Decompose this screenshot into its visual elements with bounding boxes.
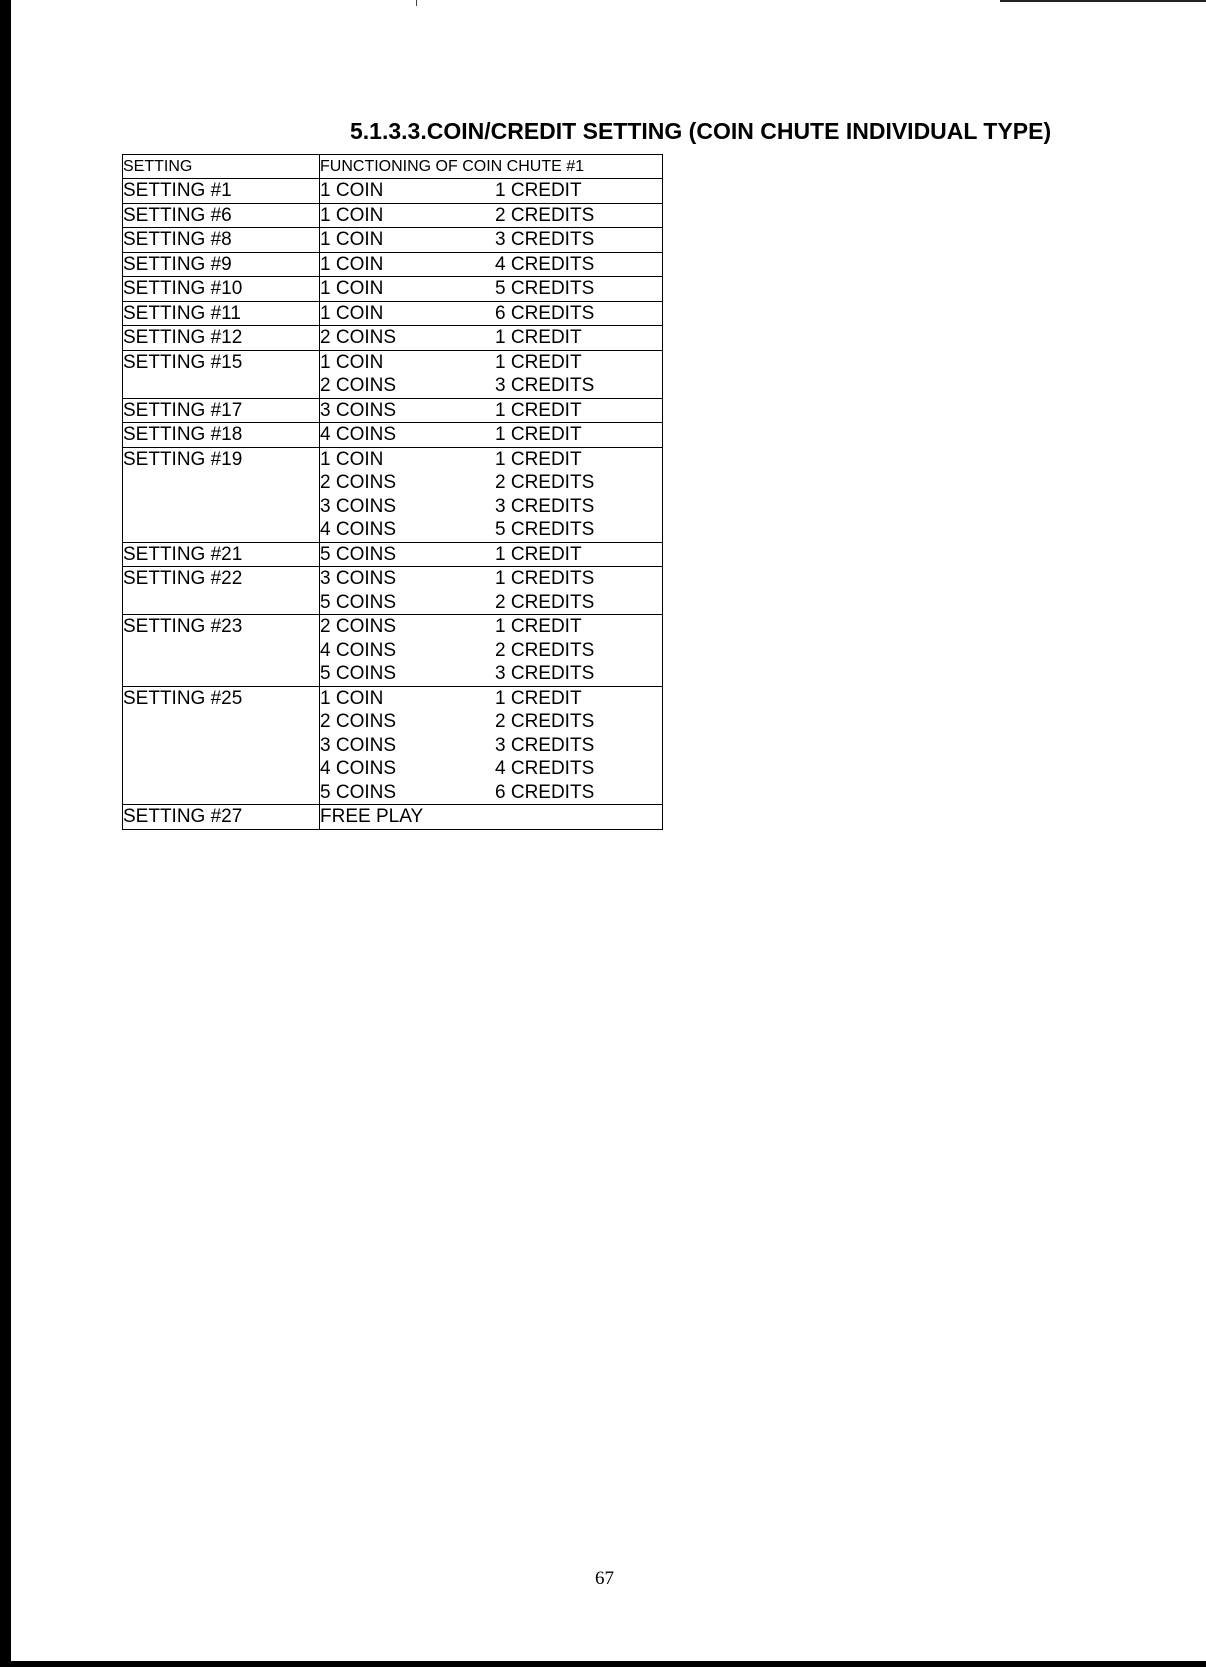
coins-value: 4 COINS — [320, 424, 397, 445]
coins-value: 1 COIN — [320, 448, 384, 470]
table-row — [123, 252, 663, 277]
credits-value: 4 CREDITS — [495, 253, 595, 275]
coin-credit-line — [320, 228, 662, 252]
coin-credit-line — [320, 687, 662, 711]
coin-credit-line — [320, 734, 662, 758]
header-function-label: FUNCTIONING OF COIN CHUTE #1 — [320, 158, 585, 175]
credits-value: 5 CREDITS — [495, 519, 595, 540]
table-row — [123, 615, 663, 687]
function-cell — [320, 615, 663, 687]
table-row — [123, 350, 663, 398]
coins-value: FREE PLAY — [320, 806, 424, 827]
coin-credit-line — [320, 374, 662, 398]
coins-value: 1 COIN — [320, 351, 384, 373]
function-cell — [320, 301, 663, 326]
setting-cell — [123, 203, 320, 228]
coins-value: 1 COIN — [320, 278, 384, 299]
coins-value: 3 COINS — [320, 399, 397, 421]
coin-credit-line — [320, 302, 662, 326]
setting-label: SETTING #23 — [123, 616, 243, 637]
coin-credit-line — [320, 326, 662, 350]
coin-credit-line — [320, 518, 662, 542]
setting-label: SETTING #15 — [123, 351, 243, 373]
coin-credit-line — [320, 615, 662, 639]
function-cell — [320, 350, 663, 398]
setting-label: SETTING #22 — [123, 568, 243, 589]
function-cell — [320, 805, 663, 830]
scan-tick-top — [416, 0, 417, 6]
coins-value: 4 COINS — [320, 639, 397, 661]
header-setting-label: SETTING — [123, 158, 193, 175]
function-cell — [320, 277, 663, 302]
credits-value: 1 CREDIT — [495, 180, 582, 201]
coin-credit-line — [320, 179, 662, 203]
coin-credit-line — [320, 351, 662, 375]
coins-value: 4 COINS — [320, 519, 397, 540]
coins-value: 3 COINS — [320, 734, 397, 756]
function-cell — [320, 228, 663, 253]
credits-value: 1 CREDIT — [495, 543, 582, 565]
credits-value: 1 CREDIT — [495, 351, 582, 373]
setting-cell — [123, 447, 320, 542]
table-header-row — [123, 155, 663, 179]
credits-value: 1 CREDIT — [495, 424, 582, 445]
coins-value: 1 COIN — [320, 180, 384, 201]
coin-credit-line — [320, 805, 662, 829]
table-row — [123, 805, 663, 830]
table-row — [123, 179, 663, 204]
coin-credit-line — [320, 399, 662, 423]
coin-credit-line — [320, 591, 662, 615]
page-number: 67 — [595, 1568, 614, 1589]
coins-value: 1 COIN — [320, 687, 384, 709]
coins-value: 2 COINS — [320, 711, 397, 732]
coin-credit-line — [320, 662, 662, 686]
credits-value: 6 CREDITS — [495, 781, 595, 803]
setting-cell — [123, 423, 320, 448]
coins-value: 5 COINS — [320, 781, 397, 803]
coins-value: 1 COIN — [320, 204, 384, 226]
coins-value: 3 COINS — [320, 495, 397, 517]
table-row — [123, 203, 663, 228]
credits-value: 3 CREDITS — [495, 734, 595, 756]
setting-label: SETTING #10 — [123, 278, 243, 299]
function-cell — [320, 686, 663, 805]
setting-label: SETTING #11 — [123, 302, 241, 324]
credits-value: 3 CREDITS — [495, 495, 595, 517]
credits-value: 2 CREDITS — [495, 204, 595, 226]
setting-cell — [123, 179, 320, 204]
table-row — [123, 301, 663, 326]
credits-value: 1 CREDIT — [495, 448, 582, 470]
credits-value: 5 CREDITS — [495, 278, 595, 299]
coins-value: 1 COIN — [320, 229, 384, 250]
setting-label: SETTING #6 — [123, 204, 232, 226]
credits-value: 1 CREDITS — [495, 568, 595, 589]
coin-credit-settings-table — [122, 154, 663, 830]
header-setting-cell — [123, 155, 320, 179]
function-cell — [320, 203, 663, 228]
function-cell — [320, 447, 663, 542]
credits-value: 1 CREDIT — [495, 616, 582, 637]
setting-cell — [123, 277, 320, 302]
setting-cell — [123, 326, 320, 351]
table-row — [123, 686, 663, 805]
section-title: 5.1.3.3.COIN/CREDIT SETTING (COIN CHUTE INDIVIDUAL TYPE) — [350, 118, 1052, 144]
coins-value: 2 COINS — [320, 375, 397, 396]
setting-cell — [123, 686, 320, 805]
header-function-cell — [320, 155, 663, 179]
table-row — [123, 542, 663, 567]
coins-value: 3 COINS — [320, 568, 397, 589]
function-cell — [320, 179, 663, 204]
setting-cell — [123, 350, 320, 398]
coin-credit-line — [320, 543, 662, 567]
coins-value: 1 COIN — [320, 302, 384, 324]
table-row — [123, 277, 663, 302]
function-cell — [320, 326, 663, 351]
function-cell — [320, 252, 663, 277]
function-cell — [320, 398, 663, 423]
table-row — [123, 567, 663, 615]
function-cell — [320, 542, 663, 567]
credits-value: 1 CREDIT — [495, 327, 582, 348]
coin-credit-line — [320, 757, 662, 781]
credits-value: 1 CREDIT — [495, 399, 582, 421]
coin-credit-line — [320, 277, 662, 301]
setting-cell — [123, 542, 320, 567]
coin-credit-line — [320, 710, 662, 734]
coins-value: 5 COINS — [320, 591, 397, 613]
scan-border-bottom — [0, 1661, 1206, 1667]
table-row — [123, 326, 663, 351]
credits-value: 2 CREDITS — [495, 591, 595, 613]
setting-label: SETTING #27 — [123, 806, 243, 827]
setting-cell — [123, 301, 320, 326]
setting-cell — [123, 567, 320, 615]
setting-label: SETTING #18 — [123, 424, 243, 445]
scan-mark-top — [1000, 0, 1206, 2]
coin-credit-line — [320, 471, 662, 495]
coins-value: 5 COINS — [320, 663, 397, 684]
table-row — [123, 228, 663, 253]
setting-label: SETTING #21 — [123, 543, 243, 565]
setting-cell — [123, 615, 320, 687]
setting-cell — [123, 228, 320, 253]
setting-cell — [123, 805, 320, 830]
setting-cell — [123, 398, 320, 423]
credits-value: 3 CREDITS — [495, 663, 595, 684]
coins-value: 2 COINS — [320, 472, 397, 493]
setting-cell — [123, 252, 320, 277]
function-cell — [320, 423, 663, 448]
credits-value: 2 CREDITS — [495, 472, 595, 493]
scan-border-left — [0, 0, 11, 1667]
coin-credit-line — [320, 204, 662, 228]
coin-credit-line — [320, 639, 662, 663]
coins-value: 2 COINS — [320, 327, 397, 348]
setting-label: SETTING #12 — [123, 327, 243, 348]
coins-value: 2 COINS — [320, 616, 397, 637]
table-row — [123, 423, 663, 448]
coin-credit-line — [320, 253, 662, 277]
setting-label: SETTING #17 — [123, 399, 243, 421]
credits-value: 4 CREDITS — [495, 758, 595, 779]
credits-value: 6 CREDITS — [495, 302, 595, 324]
setting-label: SETTING #9 — [123, 253, 232, 275]
table-row — [123, 398, 663, 423]
coin-credit-line — [320, 448, 662, 472]
coin-credit-line — [320, 495, 662, 519]
coins-value: 5 COINS — [320, 543, 397, 565]
function-cell — [320, 567, 663, 615]
setting-label: SETTING #1 — [123, 180, 232, 201]
setting-label: SETTING #25 — [123, 687, 243, 709]
credits-value: 3 CREDITS — [495, 375, 595, 396]
credits-value: 3 CREDITS — [495, 229, 595, 250]
coin-credit-line — [320, 423, 662, 447]
credits-value: 2 CREDITS — [495, 711, 595, 732]
credits-value: 1 CREDIT — [495, 687, 582, 709]
credits-value: 2 CREDITS — [495, 639, 595, 661]
table-row — [123, 447, 663, 542]
coin-credit-line — [320, 567, 662, 591]
setting-label: SETTING #19 — [123, 448, 243, 470]
coin-credit-line — [320, 781, 662, 805]
coins-value: 4 COINS — [320, 758, 397, 779]
setting-label: SETTING #8 — [123, 229, 232, 250]
coins-value: 1 COIN — [320, 253, 384, 275]
